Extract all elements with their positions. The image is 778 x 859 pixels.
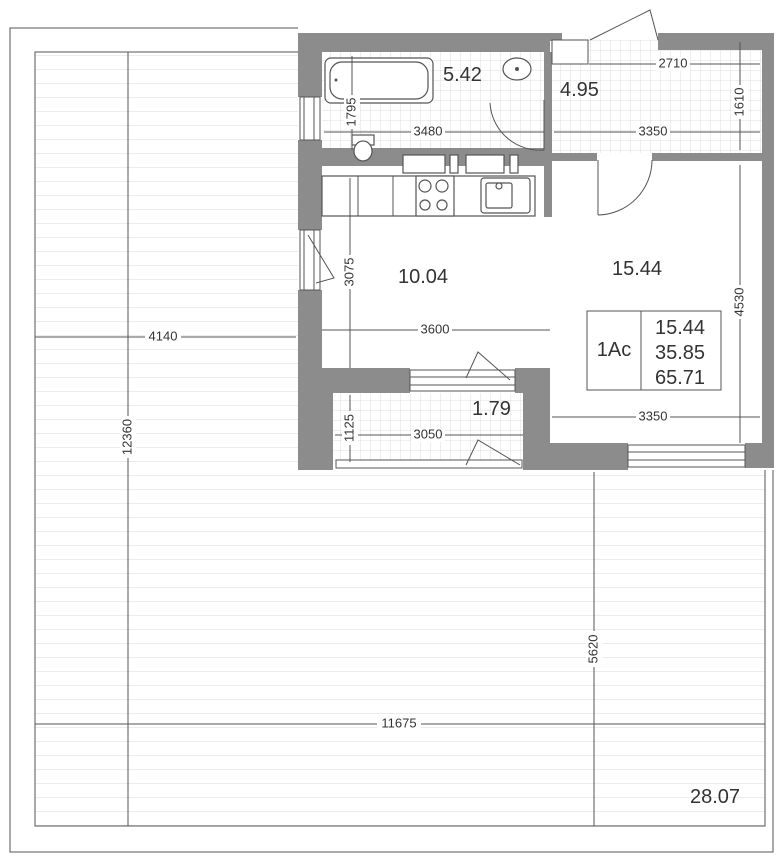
dim-hall-height: 1610 [731,87,747,117]
summary-table [587,311,721,390]
dim-kitchen-width: 3600 [420,321,450,337]
dim-terrace-width: 4140 [148,328,178,344]
cabinet-2 [466,155,504,173]
window-living [628,445,745,467]
area-balcony: 1.79 [472,398,511,420]
dim-balcony-height: 1125 [341,414,357,442]
dim-living-width: 3350 [638,408,668,424]
window-bathroom [300,97,320,140]
summary-total-area: 35.85 [654,342,706,364]
summary-gross-area: 65.71 [654,367,706,389]
cabinet-1 [403,155,445,173]
dim-kitchen-height: 3075 [341,257,357,287]
dim-hall-width: 3350 [638,123,668,139]
dim-terrace-depth: 5620 [585,634,601,664]
area-hall: 4.95 [560,79,599,101]
dim-hall-width-top: 2710 [658,55,688,71]
area-kitchen: 10.04 [398,266,449,288]
hall-cabinet [552,40,588,64]
area-terrace: 28.07 [690,786,741,808]
toilet [354,141,372,161]
dim-terrace-total-width: 11675 [381,715,417,731]
window-balcony-top [410,370,515,391]
dim-bath-width: 3480 [413,123,443,139]
dim-bath-height: 1795 [343,97,359,127]
window-balcony-bottom [336,460,522,468]
apartment-type: 1Ac [596,339,632,361]
dim-balcony-width: 3050 [413,426,443,442]
area-bathroom: 5.42 [443,64,482,86]
summary-living-area: 15.44 [654,317,706,339]
area-living: 15.44 [612,258,663,280]
dim-terrace-height: 12360 [119,418,135,456]
dim-living-height: 4530 [731,287,747,317]
